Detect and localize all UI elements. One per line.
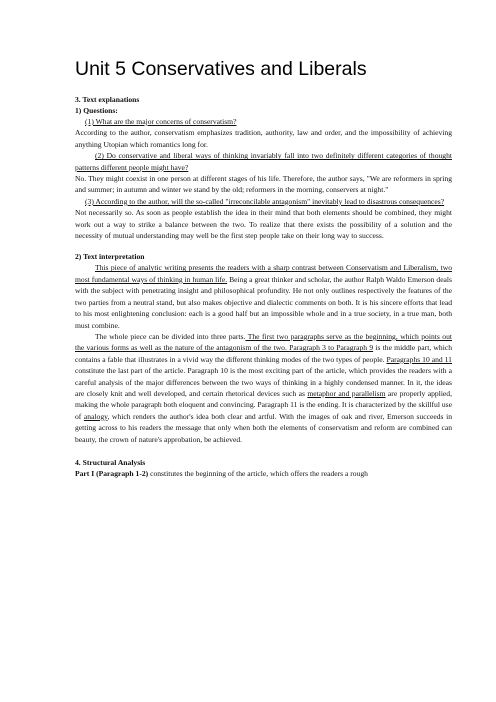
question-2: (2) Do conservative and liberal ways of thinking invariably fall into two definitely different categories of thought patterns different people might have? (75, 151, 452, 172)
subheading-questions: 1) Questions: (75, 106, 118, 115)
interp-p2-s9: analogy (83, 411, 108, 421)
structural-paragraph-1 (75, 468, 452, 479)
underlined-thesis: This piece of analytic writing presents the readers with a sharp contrast between Conservatism and Liberalism, two most fundamental ways of thinking in human life. (75, 263, 452, 284)
interp-p2-s3: Paragraph 3 to Paragraph 9 (289, 343, 374, 353)
interp-p2-s8: are properly applied, making the whole paragraph both eloquent and convincing. Paragraph 11 is the ending. It is characterized by the skillful use of (75, 388, 452, 421)
section-heading-structural-analysis: 4. Structural Analysis (75, 457, 146, 467)
answer-3: Not necessarily so. As soon as people establish the idea in their mind that both elements should be combined, they might work out a way to strike a balance between the two. To realize that there exists the possibility of a solution and the necessity of mutual understanding may well be the first step people take on their long way to success. (75, 208, 452, 241)
interpretation-paragraph-1 (75, 262, 452, 330)
section-heading-text-explanations: 3. Text explanations (75, 95, 140, 104)
interp-p2-s5: Paragraphs 10 and 11 (386, 354, 452, 364)
interp-p2-s10: , which renders the author's idea both clear and artful. With the images of oak and river, Emerson succeeds in getting across to his readers the message that only when both the elements of conservatism and reform are combined can beauty, the crown of nature's approbation, be achieved. (75, 411, 452, 444)
interp-p2-s1: The whole piece can be divided into three parts. (95, 331, 246, 341)
question-1: (1) What are the major concerns of conservatism? (85, 117, 237, 126)
answer-1: According to the author, conservatism emphasizes tradition, authority, law and order, and the impossibility of achieving anything Utopian which romantics long for. (75, 128, 452, 149)
question-3: (3) According to the author, will the so-called "irreconcilable antagonism" inevitably lead to disastrous consequences? (85, 196, 445, 206)
interpretation-paragraph-2 (75, 331, 452, 445)
structural-part-label: Part I (Paragraph 1-2) (75, 468, 149, 478)
interp-p2-s7: metaphor and parallelism (307, 388, 386, 398)
page-title: Unit 5 Conservatives and Liberals (75, 58, 367, 80)
interp-p2-s6: constitute the last part of the article. Paragraph 10 is the most exciting part of the article, which provides the readers with a careful analysis of the major differences between the two ways of thinking in a highly condensed manner. In it, the ideas are closely knit and well developed, and certain rhetorical devices such as (75, 366, 452, 398)
interpretation-p1-rest: Being a great thinker and scholar, the author Ralph Waldo Emerson deals with the subject with penetrating insight and philosophical profundity. He not only outlines respectively the features of the two parties from a neutral stand, but also makes objective and dialectic comments on both. It is his sincere efforts that lead to his most enlightening conclusion: each is a good half but an impossible whole and in a true society, in a true man, both must combine. (75, 274, 452, 330)
structural-p1-rest: constitutes the beginning of the article, which offers the readers a rough (148, 468, 368, 478)
answer-2: No. They might coexist in one person at different stages of his life. Therefore, the author says, "We are reformers in spring and summer; in autumn and winter we stand by the old; reformers in the morning, conservers at night." (75, 174, 452, 195)
subheading-text-interpretation: 2) Text interpretation (75, 252, 145, 262)
interp-p2-s2: The first two paragraphs serve as the beginning, which points out the various forms as well as the nature of the antagonism of the two. (75, 331, 452, 353)
interp-p2-s4: is the middle part, which contains a fable that illustrates in a vivid way the different thinking modes of the two types of people. (75, 343, 452, 364)
